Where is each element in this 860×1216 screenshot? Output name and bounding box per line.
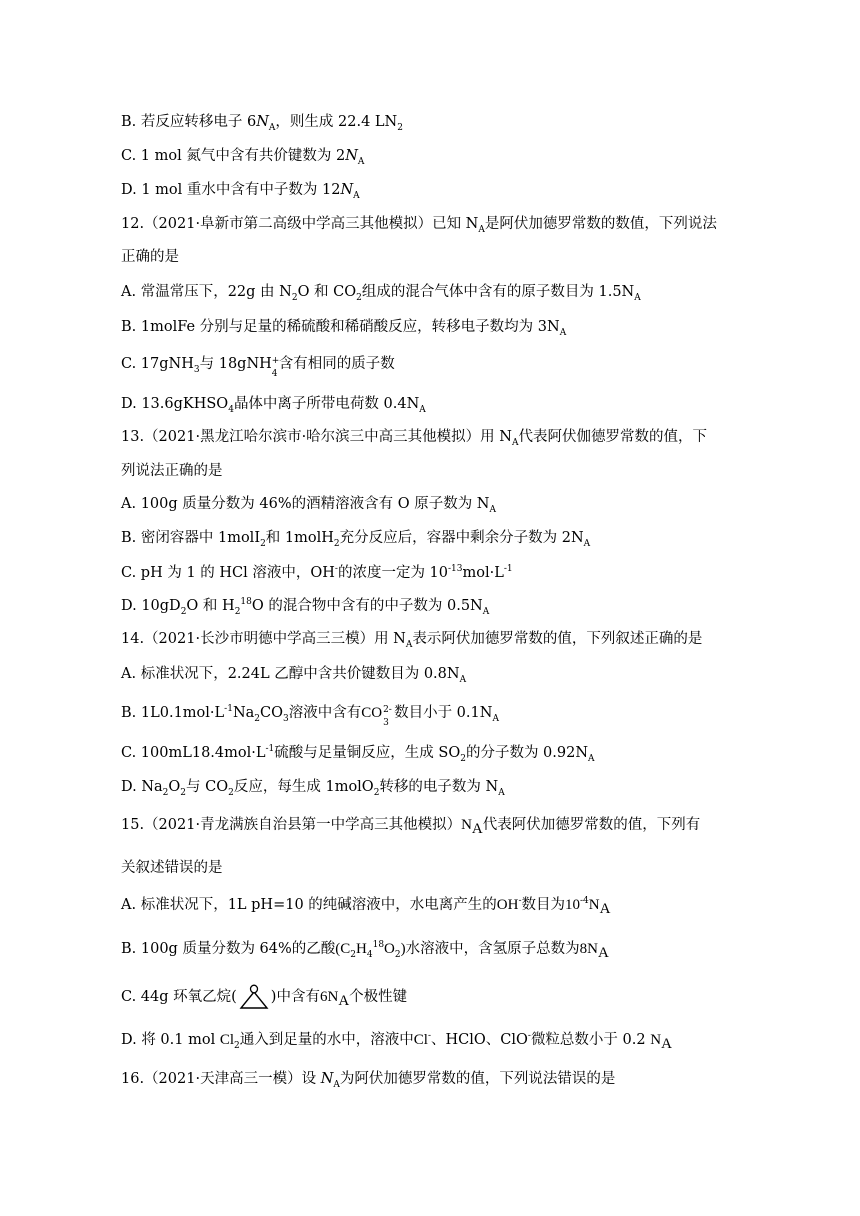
q12-stem-cont: 正确的是 [121,249,179,265]
q12-option-a: A. 常温常压下，22g 由 $N_2O$ 和 $CO_2$组成的混合气体中含有的原子数目为 $1.5N_A$ [121,284,641,303]
epoxide-ring-icon [239,984,269,1010]
q14-option-a: A. 标准状况下，2.24L 乙醇中含共价键数目为 $0.8N_A$ [121,666,467,685]
q15-option-c: C. 44g 环氧乙烷( )中含有$6N_A$个极性键 [121,984,407,1010]
q14-option-c: C. $100mL18.4mol\cdot L^{-1}$硫酸与足量铜反应，生成 $SO_2$的分子数为 $0.92N_A$ [121,744,595,764]
q13-stem-cont: 列说法正确的是 [121,463,223,479]
q12-option-b: B. 1molFe 分别与足量的稀硫酸和稀硝酸反应，转移电子数均为 $3N_A$ [121,319,567,338]
q13-option-c: C. pH 为 1 的 HCl 溶液中，OH-的浓度一定为 $10^{-13}mol\cdot L^{-1}$ [121,564,513,581]
q14-option-d: D. $Na_2O_2$与 $CO_2$反应，每生成 1molO$_2$转移的电子数为 $N_A$ [121,779,505,798]
q12-stem: 12.（2021·阜新市第二高级中学高三其他模拟）已知 $N_A$是阿伏加德罗常数的数值，下列说法 [121,216,717,235]
q11-option-b: B. 若反应转移电子 $6N_A$，则生成 22.4 $LN_2$ [121,114,403,133]
q11-option-c: C. 1 mol 氮气中含有共价键数为 $2N_A$ [121,148,365,167]
q13-option-b: B. 密闭容器中 1molI$_2$和 1molH$_2$充分反应后，容器中剩余分子数为 $2N_A$ [121,530,591,549]
q12-option-c: C. 17gNH$_3$与 18gNH + 4 含有相同的质子数 [121,356,395,379]
q13-stem: 13.（2021·黑龙江哈尔滨市·哈尔滨三中高三其他模拟）用 $N_A$代表阿伏伽德罗常数的值，下 [121,429,707,448]
q14-option-b: B. $1L0.1mol\cdot L^{-1}Na_2CO_3$溶液中含有CO 2- 3 数目小于 $0.1N_A$ [121,704,499,728]
q15-stem-cont: 关叙述错误的是 [121,860,223,876]
q12-option-d: D. 13.6gKHSO$_4$晶体中离子所带电荷数 $0.4N_A$ [121,396,426,415]
q16-stem: 16.（2021·天津高三一模）设 $N_A$为阿伏加德罗常数的值，下列说法错误的是 [121,1071,616,1090]
q13-option-a: A. 100g 质量分数为 46%的酒精溶液含有 O 原子数为 $N_A$ [121,496,496,515]
q15-stem: 15.（2021·青龙满族自治县第一中学高三其他模拟）$N_A$代表阿伏加德罗常数的值，下列有 [121,817,701,837]
q15-option-a: A. 标准状况下，1L pH=10 的纯碱溶液中，水电离产生的OH-数目为$10^{-4}N_A$ [121,896,611,917]
q11-option-d: D. 1 mol 重水中含有中子数为 $12N_A$ [121,182,360,201]
q15-option-b: B. 100g 质量分数为 64%的乙酸$(C_2H_4^{18}O_2)$水溶液中，含氢原子总数为$8N_A$ [121,940,609,961]
q13-option-d: D. $10gD_2O$ 和 $H_2^{18}O$ 的混合物中含有的中子数为 $0.5N_A$ [121,597,490,617]
q15-option-d: D. 将 0.1 mol $Cl_2$通入到足量的水中，溶液中Cl-、HClO、ClO-微粒总数小于 0.2 $N_A$ [121,1031,672,1052]
q14-stem: 14.（2021·长沙市明德中学高三三模）用 $N_A$表示阿伏加德罗常数的值，下列叙述正确的是 [121,631,703,650]
